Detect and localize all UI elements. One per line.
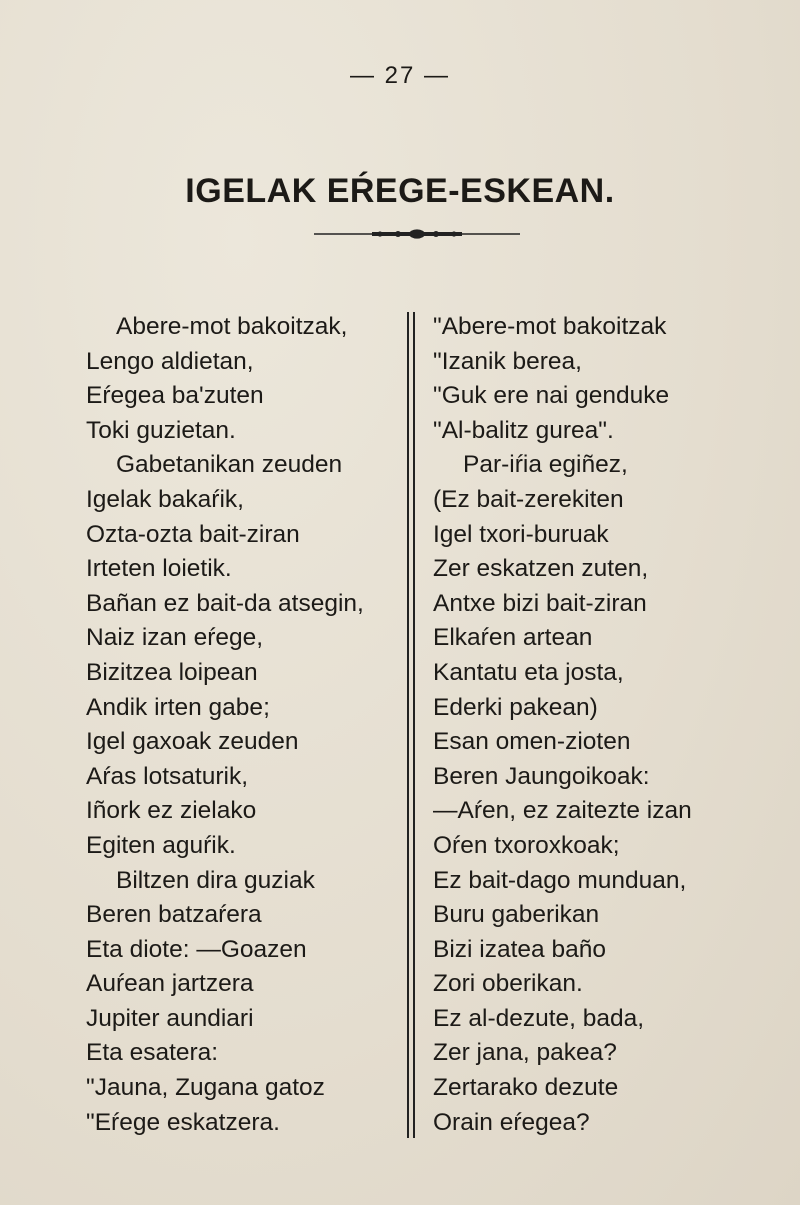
poem-line: Eta esatera: bbox=[86, 1039, 219, 1067]
poem-line: Naiz izan eŕege, bbox=[86, 624, 264, 652]
poem-line: Antxe bizi bait-ziran bbox=[433, 589, 647, 617]
poem-line: Ozta-ozta bait-ziran bbox=[86, 520, 300, 548]
poem-line: Eta diote: —Goazen bbox=[86, 935, 307, 963]
poem-title: IGELAK EŔEGE-ESKEAN. bbox=[185, 172, 615, 210]
poem-line: "Al-balitz gurea". bbox=[433, 416, 614, 444]
poem-line: Igelak bakaŕik, bbox=[86, 485, 244, 513]
poem-line: —Aŕen, ez zaitezte izan bbox=[433, 797, 692, 825]
poem-line: Aŕas lotsaturik, bbox=[86, 762, 249, 790]
poem-line: Jupiter aundiari bbox=[86, 1004, 254, 1032]
poem-line: Biltzen dira guziak bbox=[116, 866, 315, 894]
poem-line: Zer eskatzen zuten, bbox=[433, 555, 649, 583]
column-divider bbox=[407, 312, 415, 1138]
poem-line: Zertarako dezute bbox=[433, 1074, 619, 1102]
poem-line: Ederki pakean) bbox=[433, 693, 598, 721]
poem-line: Igel txori-buruak bbox=[433, 520, 609, 548]
poem-line: Bañan ez bait-da atsegin, bbox=[86, 589, 364, 617]
poem-line: Orain eŕegea? bbox=[433, 1108, 590, 1136]
poem-line: "Jauna, Zugana gatoz bbox=[86, 1074, 325, 1102]
poem-line: Elkaŕen artean bbox=[433, 624, 593, 652]
poem-line: Egiten aguŕik. bbox=[86, 831, 236, 859]
poem-line: Lengo aldietan, bbox=[86, 347, 254, 375]
poem-line: Oŕen txoroxkoak; bbox=[433, 831, 620, 859]
poem-line: Esan omen-zioten bbox=[433, 728, 631, 756]
poem-line: Andik irten gabe; bbox=[86, 693, 270, 721]
poem-line: Kantatu eta josta, bbox=[433, 658, 624, 686]
poem-line: Abere-mot bakoitzak, bbox=[116, 313, 348, 340]
poem-line: Bizitzea loipean bbox=[86, 658, 258, 686]
poem-line: Zori oberikan. bbox=[433, 970, 583, 998]
poem-line: Buru gaberikan bbox=[433, 901, 600, 929]
poem-line: Beren batzaŕera bbox=[86, 901, 262, 929]
poem-line: "Guk ere nai genduke bbox=[433, 382, 670, 410]
poem-line: Bizi izatea baño bbox=[433, 935, 606, 963]
poem-line: Ez bait-dago munduan, bbox=[433, 866, 687, 894]
poem-line: Beren Jaungoikoak: bbox=[433, 762, 650, 790]
left-poem-column bbox=[86, 310, 406, 1140]
poem-line: Iñork ez zielako bbox=[86, 797, 257, 825]
poem-line: Auŕean jartzera bbox=[86, 970, 254, 998]
poem-line: Par-iŕia egiñez, bbox=[463, 451, 628, 479]
poem-line: Irteten loietik. bbox=[86, 555, 232, 583]
poem-line: (Ez bait-zerekiten bbox=[433, 485, 624, 513]
poem-line: Toki guzietan. bbox=[86, 416, 236, 444]
ornament-divider-icon bbox=[314, 226, 520, 242]
poem-line: Igel gaxoak zeuden bbox=[86, 728, 299, 756]
poem-line: Zer jana, pakea? bbox=[433, 1039, 617, 1067]
page-number: — 27 — bbox=[349, 62, 451, 89]
poem-line: Eŕegea ba'zuten bbox=[86, 382, 264, 410]
right-poem-column bbox=[433, 310, 773, 1140]
poem-line: Gabetanikan zeuden bbox=[116, 451, 343, 479]
poem-line: "Izanik berea, bbox=[433, 347, 582, 375]
poem-line: "Eŕege eskatzera. bbox=[86, 1108, 280, 1136]
poem-line: Ez al-dezute, bada, bbox=[433, 1004, 645, 1032]
poem-line: "Abere-mot bakoitzak bbox=[433, 313, 667, 340]
